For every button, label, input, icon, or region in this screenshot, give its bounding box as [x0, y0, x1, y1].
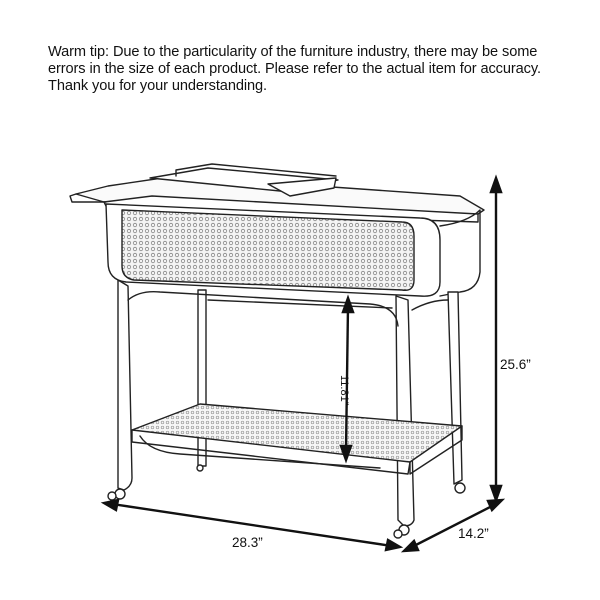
height-dimension-line — [491, 178, 501, 500]
drawer-front — [106, 204, 480, 296]
cart-frame — [118, 280, 462, 526]
tip-line-1: Warm tip: Due to the particularity of the furniture industry, there may be some — [48, 44, 538, 60]
depth-label: 14.2” — [458, 526, 489, 541]
tip-line-2: errors in the size of each product. Please refer to the actual item for accuracy. — [48, 61, 541, 77]
width-label: 28.3” — [232, 535, 263, 550]
height-label: 25.6” — [500, 357, 531, 372]
tip-line-3: Thank you for your understanding. — [48, 78, 267, 94]
shelf-clearance-label: 11.81” — [338, 375, 350, 406]
